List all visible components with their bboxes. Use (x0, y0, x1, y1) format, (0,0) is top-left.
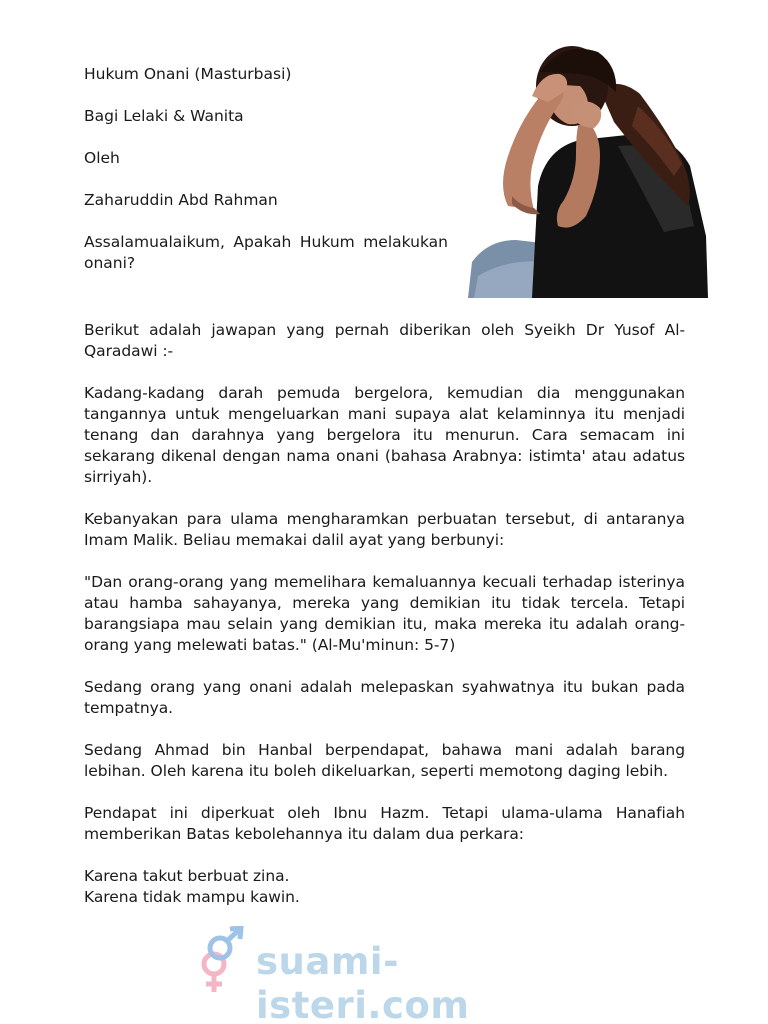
paragraph-4: Sedang Ahmad bin Hanbal berpendapat, bahawa mani adalah barang lebihan. Oleh karena itu boleh dikeluarkan, seperti memotong daging lebih. (84, 741, 685, 780)
paragraph-1: Kadang-kadang darah pemuda bergelora, kemudian dia menggunakan tangannya untuk mengeluarkan mani supaya alat kelaminnya itu menjadi tenang dan darahnya yang bergelora itu menurun. Cara semacam ini sekarang dikenal dengan nama onani (bahasa Arabnya: istimta' atau adatus sirriyah). (84, 384, 685, 486)
intro-paragraph: Berikut adalah jawapan yang pernah diberikan oleh Syeikh Dr Yusof Al-Qaradawi :- (84, 321, 685, 360)
document-subtitle: Bagi Lelaki & Wanita (84, 107, 244, 125)
paragraph-3: Sedang orang yang onani adalah melepaskan syahwatnya itu bukan pada tempatnya. (84, 678, 685, 717)
list-item-1: Karena takut berbuat zina. (84, 867, 290, 885)
site-logo (194, 926, 584, 1024)
author-name: Zaharuddin Abd Rahman (84, 191, 278, 209)
author-prefix: Oleh (84, 149, 120, 167)
document-header (84, 64, 448, 295)
reader-question: Assalamualaikum, Apakah Hukum melakukan onani? (84, 233, 448, 272)
paragraph-5: Pendapat ini diperkuat oleh Ibnu Hazm. Tetapi ulama-ulama Hanafiah memberikan Batas kebolehannya itu dalam dua perkara: (84, 804, 685, 843)
site-logo-text: suami-isteri.com (256, 940, 470, 1024)
quran-quote: "Dan orang-orang yang memelihara kemaluannya kecuali terhadap isterinya atau hamba sahayanya, mereka yang demikian itu tidak tercela. Tetapi barangsiapa mau selain yang demikian itu, maka mereka itu adalah orang-orang yang melewati batas." (Al-Mu'minun: 5-7) (84, 573, 685, 654)
document-body (84, 320, 685, 908)
document-title: Hukum Onani (Masturbasi) (84, 65, 292, 83)
distressed-woman-photo (468, 36, 710, 298)
list-item-2: Karena tidak mampu kawin. (84, 888, 300, 906)
paragraph-2: Kebanyakan para ulama mengharamkan perbuatan tersebut, di antaranya Imam Malik. Beliau memakai dalil ayat yang berbunyi: (84, 510, 685, 549)
gender-symbols-icon (194, 926, 252, 996)
